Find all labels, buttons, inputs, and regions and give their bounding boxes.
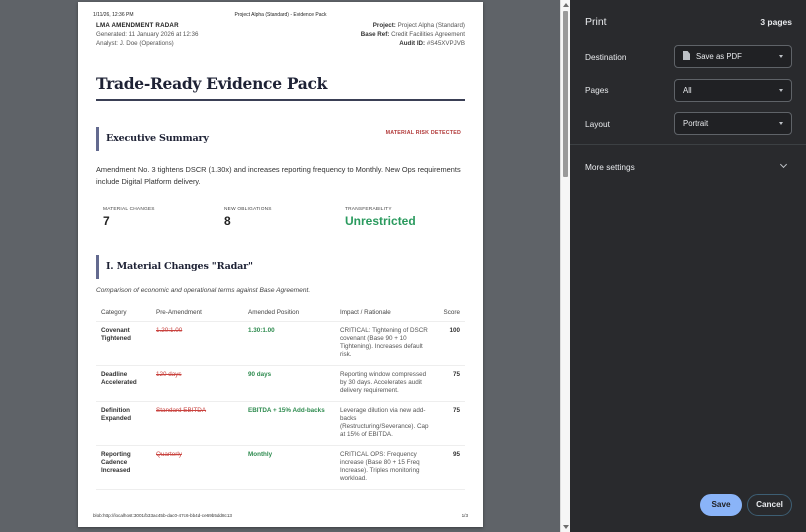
chevron-down-icon (779, 55, 783, 58)
more-settings-toggle[interactable]: More settings (585, 162, 635, 172)
cancel-button[interactable]: Cancel (747, 494, 792, 516)
col-pre-amendment: Pre-Amendment (151, 304, 243, 321)
chevron-down-icon (779, 89, 783, 92)
summary-text: Amendment No. 3 tightens DSCR (1.30x) and increases reporting frequency to Monthly. New Ops requirements include Digital Platform delivery. (96, 165, 461, 186)
table-row: Covenant Tightened 1.20:1.00 1.30:1.00 CRITICAL: Tightening of DSCR covenant (Base 90 + 10 Tightening). Increases default risk. 100 (96, 321, 465, 365)
table-row: Deadline Accelerated 120 days 90 days Reporting window compressed by 30 days. Accelerates audit delivery requirement. 75 (96, 365, 465, 401)
table-header-row (96, 304, 465, 321)
material-changes-table (96, 304, 465, 490)
panel-divider (570, 144, 806, 145)
document-icon (683, 51, 690, 60)
pages-label: Pages (585, 85, 609, 95)
print-doc-title: Project Alpha (Standard) - Evidence Pack (234, 12, 327, 18)
table-row: Definition Expanded Standard EBITDA EBITDA + 15% Add-backs Leverage dilution via new add-backs (Restructuring/Severance). Cap at 15% of EBITDA. 75 (96, 401, 465, 445)
table-row: Reporting Cadence Increased Quarterly Monthly CRITICAL OPS: Frequency increase (Base 80 + 15 Freq Increase). Triples monitoring workload. 95 (96, 445, 465, 489)
stat-material-changes: MATERIAL CHANGES 7 (103, 207, 155, 228)
scroll-down-icon[interactable] (563, 525, 569, 529)
preview-page (78, 2, 483, 527)
print-url: blob:http://localhost:3001/b33ac45b-dac0-47c6-bb4d-ce69b5dd8c13 (93, 513, 232, 518)
brand-name: LMA AMENDMENT RADAR (96, 22, 179, 29)
destination-label: Destination (585, 52, 627, 62)
layout-label: Layout (585, 119, 610, 129)
pages-select[interactable]: All (674, 79, 792, 102)
destination-select[interactable]: Save as PDF (674, 45, 792, 68)
chevron-down-icon[interactable] (780, 161, 787, 168)
generated-date: Generated: 11 January 2026 at 12:36 (96, 31, 199, 38)
scroll-thumb[interactable] (563, 11, 568, 177)
chevron-down-icon (779, 122, 783, 125)
stat-new-obligations: NEW OBLIGATIONS 8 (224, 207, 272, 228)
print-settings-panel (570, 0, 806, 532)
col-category: Category (96, 304, 151, 321)
audit-id-meta: Audit ID: #S45XVPJVB (399, 40, 465, 47)
save-button[interactable]: Save (700, 494, 742, 516)
analyst: Analyst: J. Doe (Operations) (96, 40, 174, 47)
stat-transferability: TRANSFERABILITY Unrestricted (345, 207, 416, 228)
col-score: Score (435, 304, 465, 321)
page-count: 3 pages (760, 17, 792, 27)
material-changes-heading: I. Material Changes "Radar" (96, 255, 253, 279)
page-number: 1/3 (461, 513, 468, 518)
table-caption: Comparison of economic and operational terms against Base Agreement. (96, 287, 311, 294)
col-amended-position: Amended Position (243, 304, 335, 321)
executive-summary-heading: Executive Summary (96, 127, 209, 151)
print-title: Print (585, 16, 607, 28)
preview-scrollbar[interactable] (560, 0, 570, 532)
print-date: 1/11/26, 12:36 PM (93, 12, 134, 18)
risk-badge: MATERIAL RISK DETECTED (385, 130, 461, 136)
project-meta: Project: Project Alpha (Standard) (372, 22, 465, 29)
layout-select[interactable]: Portrait (674, 112, 792, 135)
page-title: Trade-Ready Evidence Pack (96, 74, 465, 101)
summary-stats (103, 207, 465, 237)
col-impact: Impact / Rationale (335, 304, 435, 321)
base-ref-meta: Base Ref: Credit Facilities Agreement (360, 31, 465, 38)
scroll-up-icon[interactable] (563, 3, 569, 7)
